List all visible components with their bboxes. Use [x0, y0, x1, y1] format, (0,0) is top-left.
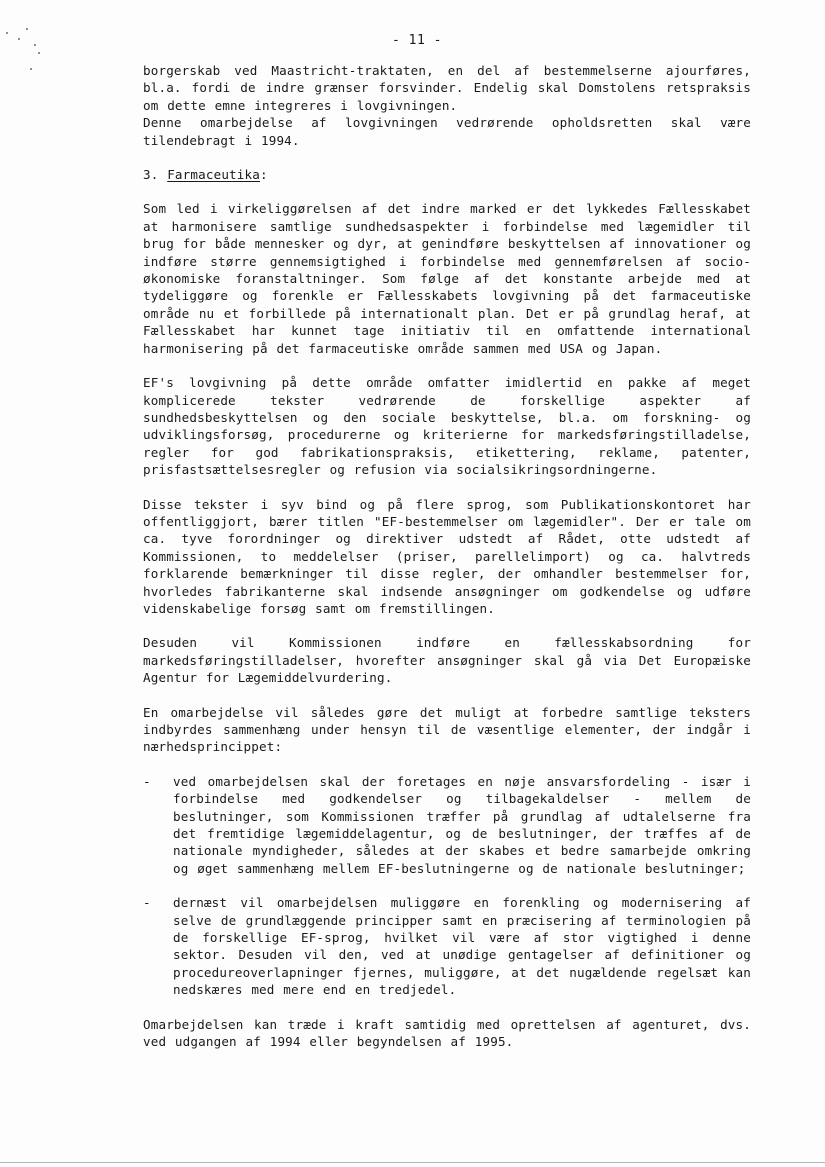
- bullet-dash: -: [143, 773, 151, 789]
- paragraph-texts-volumes: Disse tekster i syv bind og på flere sprog, som Publikationskontoret har offentliggjort, bærer titlen "EF-bestemmelser om lægemidler". Der er tale om ca. tyve forordninger og direktiver udstedt af Rådet, otte udstedt af Kommissionen, to meddelelser (priser, parellelimport) og ca. halvtreds forklarende bemærkninger til disse regler, der omhandler bestemmelser for, hvorledes fabrikanterne skal indsende ansøgninger om godkendelse og udføre videnskabelige forsøg samt om fremstillingen.: [143, 496, 751, 616]
- section-colon: :: [260, 167, 268, 183]
- speck: [30, 68, 32, 70]
- paragraph-residence-rights: Denne omarbejdelse af lovgivningen vedrørende opholdsretten skal være tilendebragt i 1994.: [143, 115, 751, 148]
- paragraph-ef-legislation: EF's lovgivning på dette område omfatter imidlertid en pakke af meget komplicerede tekster vedrørende de forskellige aspekter af sundhedsbeskyttelsen og den sociale beskyttelse, bl.a. om forskning- og udviklingsforsøg, procedurerne og kriterierne for markedsføringstilladelse, regler for god fabrikationspraksis, etikettering, reklame, patenter, prisfastsættelsesregler og refusion via socialsikringsordningerne.: [143, 375, 751, 478]
- bullet-text: ved omarbejdelsen skal der foretages en nøje ansvarsfordeling - især i forbindelse med godkendelser og tilbagekaldelser - mellem de beslutninger, som Kommissionen træffer på grundlag af udtalelserne fra det fremtidige lægemiddelagentur, og de beslutninger, der træffes af de nationale myndigheder, således at der skabes et bedre samarbejde omkring og øget sammenhæng mellem EF-beslutningerne og de nationale beslutninger;: [173, 773, 751, 876]
- bullet-item-responsibility: [143, 773, 751, 877]
- bullet-dash: -: [143, 895, 151, 911]
- section-title: Farmaceutika: [167, 167, 260, 183]
- paragraph-revision: En omarbejdelse vil således gøre det muligt at forbedre samtlige teksters indbyrdes sammenhæng under hensyn til de væsentlige elementer, der indgår i nærhedsprincippet:: [143, 704, 751, 755]
- document-body: [143, 62, 751, 1051]
- paragraph-citizenship-intro: borgerskab ved Maastricht-traktaten, en del af bestemmelserne ajourføres, bl.a. fordi de indre grænser forsvinder. Endelig skal Domstolens retspraksis om dette emne integreres i lovgivningen.: [143, 63, 751, 113]
- speck: [18, 38, 20, 40]
- bullet-item-simplification: [143, 894, 751, 998]
- paragraph-entry-into-force: Omarbejdelsen kan træde i kraft samtidig med oprettelsen af agenturet, dvs. ved udgangen af 1994 eller begyndelsen af 1995.: [143, 1016, 751, 1050]
- section-number: 3.: [143, 167, 159, 183]
- paragraph-community-scheme: Desuden vil Kommissionen indføre en fællesskabsordning for markedsføringstilladelser, hvorefter ansøgninger skal gå via Det Europæiske Agentur for Lægemiddelvurdering.: [143, 635, 751, 686]
- page-number: - 11 -: [392, 33, 442, 48]
- section-heading: [143, 166, 751, 183]
- speck: [34, 44, 36, 46]
- scan-specks: [4, 10, 44, 80]
- bullet-text: dernæst vil omarbejdelsen muliggøre en forenkling og modernisering af selve de grundlæggende principper samt en præcisering af terminologien på de forskellige EF-sprog, hvilket vil være af stor vigtighed i denne sektor. Desuden vil den, ved at unødige gentagelser af definitioner og procedureoverlapninger fjernes, muliggøre, at det nugældende regelsæt kan nedskæres med mere end en tredjedel.: [173, 895, 751, 998]
- paragraph-internal-market: Som led i virkeliggørelsen af det indre marked er det lykkedes Fællesskabet at harmonisere samtlige sundhedsaspekter i forbindelse med lægemidler til brug for både mennesker og dyr, at genindføre beskyttelsen af innovationer og indføre større gennemsigtighed i forbindelse med gennemførelsen af socio-økonomiske foranstaltninger. Som følge af det konstante arbejde med at tydeliggøre og forenkle er Fællesskabets lovgivning på det farmaceutiske område nu et forbillede på internationalt plan. Det er på grundlag heraf, at Fællesskabet har kunnet tage initiativ til en omfattende international harmonisering på det farmaceutiske område sammen med USA og Japan.: [143, 201, 751, 356]
- speck: [38, 52, 40, 54]
- speck: [6, 32, 8, 34]
- speck: [26, 28, 28, 30]
- page-bottom-rule: [0, 1162, 825, 1163]
